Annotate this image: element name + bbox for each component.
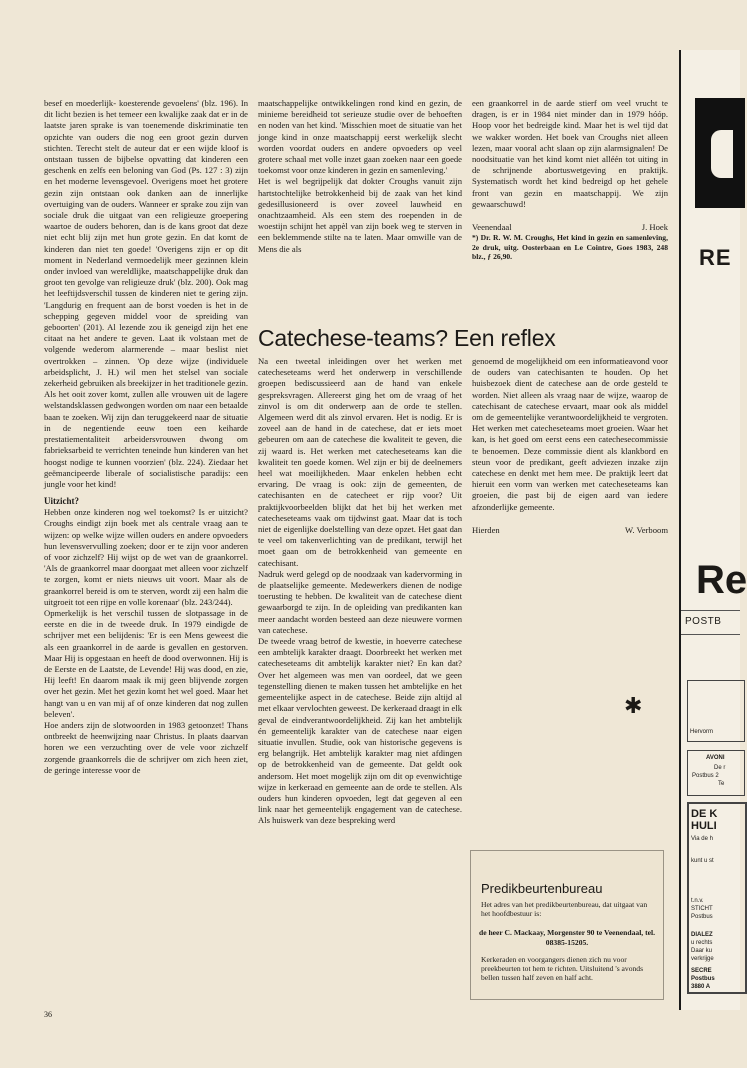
article2-column-2: [472, 356, 668, 616]
signature-author: J. Hoek: [641, 222, 668, 233]
adjacent-heading-re-large: Re: [696, 558, 747, 602]
notice-address: de heer C. Mackaay, Morgenster 90 te Veenendaal, tel. 08385-15205.: [478, 928, 656, 947]
divider: [681, 610, 740, 611]
adjacent-text: Daar ku: [691, 948, 713, 954]
adjacent-text: Hervorm: [690, 729, 714, 735]
asterisk-ornament-icon: ✱: [624, 694, 643, 719]
book-footnote: *) Dr. R. W. M. Croughs, Het kind in gezin en samenleving, 2e druk, uitg. Oosterbaan en Le Cointre, Goes 1983, 248 blz., ƒ 26,90.: [472, 233, 668, 262]
adjacent-text: verkrijge: [691, 956, 714, 962]
article2-headline: Catechese-teams? Een reflex: [258, 325, 556, 351]
adjacent-text: HULI: [691, 820, 717, 832]
adjacent-text: Via de h: [691, 836, 713, 842]
adjacent-text: Postbus 2: [692, 773, 719, 779]
adjacent-text: DIALEZ: [691, 932, 713, 938]
article1-paragraph: een graankorrel in de aarde stierf om veel vrucht te dragen, is er in 1984 niet minder dan in 1979 hóóp. Hoop voor het bedreigde kind. Maar het is wel tijd dat we wakker worden. Het boek van Croughs niet alleen lezen, maar vooral acht slaan op zijn alarmsignalen! De noodsituatie van het kind komt niet alléén tot uiting in de schrijnende abortuswetgeving en praktijk. Systematisch wordt het kind bedreigd op het gehele front van gezin en maatschappij. We zijn gewaarschuwd!: [472, 98, 668, 209]
signature-author: W. Verboom: [625, 524, 668, 535]
adjacent-text: STICHT: [691, 906, 713, 912]
adjacent-card: [687, 680, 745, 742]
adjacent-text: DE K: [691, 808, 718, 820]
article1-column-2: [258, 98, 462, 308]
article2-paragraph: genoemd de mogelijkheid om een informatieavond voor de ouders van catechisanten te houden. Op het huisbezoek dient de catechese aan de orde gesteld te worden. Niet alleen als vraag naar de wijze, waarop de catechisant de catechese ervaart, maar ook als middel om de gemeentelijke verantwoordelijkheid te vergroten. Het werken met catecheseteams moet groeien. Waar het kan, is het goed om eerst eens een catechesecommissie te benoemen. Deze commissie dient als klankbord en steun voor de predikant, geeft adviezen inzake zijn catechese en denkt met hem mee. De praktijk leert dat hieruit een vorm van werken met catecheseteams kan groeien, die past bij de eigen aard van iedere afzonderlijke gemeente.: [472, 356, 668, 512]
adjacent-text: 3880 A: [691, 984, 711, 990]
article2-paragraph: Na een tweetal inleidingen over het werken met catecheseteams werd het onderwerp in verschillende groepen bediscussieerd aan de hand van enkele gespreksvragen. Allereerst ging het om de vraag of het zinvol is om dit onderwerp aan de orde te stellen. Algemeen werd dit als zinvol ervaren. Het is nodig. Er is zoveel aan de hand in de catechese, dat er iets moet gebeuren om aan de catechese die kwaliteit te geven, die zij waard is. Het werken met catecheseteams kan die kwaliteit ten goede komen. Wel zijn er bij de deelnemers heel wat moeilijkheden. Maar enkelen hebben echt ervaring. De vraag is ook: zijn de gemeenten, de catechisanten en de catecheet er rijp voor? Uit praktijkvoorbeelden blijkt dat het bij het werken met catecheseteams vaak om tijdwinst gaat. Maar dat is toch niet de eigenlijke doelstelling van deze opzet. Het gaat dan te veel om takenverlichting van de predikant, terwijl het moet gaan om de betrokkenheid van gemeente en catechisant.: [258, 356, 462, 568]
notice-box: [470, 850, 664, 1000]
adjacent-text: u rechts: [691, 940, 713, 946]
adjacent-text: SECRE: [691, 968, 712, 974]
adjacent-postbus: POSTB: [685, 616, 722, 627]
notice-title: Predikbeurtenbureau: [481, 881, 603, 896]
adjacent-text: De r: [714, 765, 726, 771]
article1-column-3: [472, 98, 668, 318]
adjacent-card: [687, 750, 745, 796]
adjacent-text: kunt u st: [691, 858, 714, 864]
article2-paragraph: De tweede vraag betrof de kwestie, in hoeverre catechese een ambtelijk karakter draagt. Doorbreekt het werken met catecheseteams dit ambtelijk karakter niet? En kan dat? Over het algemeen was men van oordeel, dat we geen tegenstelling dienen te maken tussen het ambtelijke en het gemeentelijke aspect in de catechese. Beide zijn altijd al met elkaar vervlochten geweest. De kerkeraad draagt in elk geval de eindverantwoordelijkheid. Zij kan het ambtelijk én gemeentelijk karakter van de catechese naar eigen situatie invullen. Studie, ook van historische gegevens is erg belangrijk. Het ambtelijk karakter mag niet afdingen op de betrokkenheid van de gemeente. Dat geldt ook andersom. Het moet mogelijk zijn om dit op evenwichtige wijze in kerkeraad en gemeente aan de orde te stellen. Als ouders hun kinderen opvoeden, legt dat gegeven al een link naar het gemeentelijk engagement van de catechese. Als huiswerk van deze bespreking werd: [258, 636, 463, 826]
article2-column-1: [258, 356, 462, 1010]
article1-paragraph: Hebben onze kinderen nog wel toekomst? Is er uitzicht? Croughs eindigt zijn boek met als centrale vraag aan te wijzen: op welke wijze willen ouders en andere opvoeders hun levensvervulling zoeken; door er te zijn voor anderen of voor zichzelf? Hij wijst op de wet van de graankorrel. 'Als de graankorrel maar doorgaat met alleen voor zichzelf te zorgen, komt er niets nieuws uit voort. Maar als de graankorrel bereid is om te sterven, wordt zij een halm die uitgroeit tot een rijpe en volle korenaar' (blz. 243/244).: [44, 507, 248, 607]
article1-paragraph: Het is wel begrijpelijk dat dokter Croughs vanuit zijn hartstochtelijke betrokkenheid bij de zaak van het kind gedesillusioneerd is over zoveel lauwheid en onachtzaamheid. Als een stem des roependen in de woestijn schijnt het appèl van zijn boek weg te sterven in een beklemmende stilte na te laten. Maar omwille van de Mens die als: [258, 176, 462, 254]
article1-paragraph: besef en moederlijk- koesterende gevoelens' (blz. 196). In dit licht bezien is het temeer een kwalijke zaak dat er in de laatste jaren sprake is van toenemende diskriminatie ten opzichte van ouders die nog een groot gezin durven stichten. Terecht stelt de auteur dat er een wijde kloof is ontstaan tussen de bijbelse opvatting dat kinderen een geschenk en zelfs een beloning van God (Ps. 127 : 3) zijn en het moderne levensgevoel. Overigens moet het grotere gezin zijn ontstaan ook danken aan de innerlijke overtuiging van de ouders. Wanneer er sprake zou zijn van sociale druk die uitgaat van een religieuze groepering waartoe de ouders behoren, dan is de kans groot dat deze niet echt blij zijn met hun grote gezin. En dat komt de kinderen dan niet ten goede! 'Overigens zijn er op dit moment in Nederland vermoedelijk meer gezinnen klein onder invloed van wereldlijke, maatschappelijke druk dan groot ten gevolge van religieuze druk' (blz. 200). Ook mag het leeftijdsverschil tussen de kinderen niet te gering zijn. 'Langdurig en frequent aan de borst voeden is het in de schepping gegeven middel voor de spreiding van geboorten' (201). Al lezende zou ik geneigd zijn het ene citaat na het andere te geven. Laat ik volstaan met de volgende wederom alarmerende – maar beslist niet overtrokken – zinnen. 'Op deze wijze (individuele arbeidsplicht, J. H.) wil men het stelsel van sociale zekerheid gebruiken als breekijzer in het traditionele gezin. Als het ooit zover komt, zullen alle vrouwen uit de lagere welstandsklassen gedwongen worden om naar een betaalde baan te zoeken. Wij zijn dan teruggekeerd naar de situatie in de negentiende eeuw toen een keiharde prestatiementaliteit arbeidersvrouwen dwong om fabrieksarbeid te verrichten teneinde hun kinderen van het hoogst nodige te kunnen voorzien' (blz. 224). Ziedaar het geëmancipeerde liberale of socialistische paradijs: een jungle voor het kind!: [44, 98, 248, 489]
adjacent-text: Postbus: [691, 976, 715, 982]
adjacent-heading: [691, 808, 717, 832]
notice-note: Kerkeraden en voorgangers dienen zich nu voor preekbeurten tot hem te richten. Uitsluitend 's avonds bellen tussen half zeven en half acht.: [481, 954, 644, 983]
adjacent-text: Postbus: [691, 914, 713, 920]
adjacent-page-strip: [679, 50, 747, 1010]
signature-place: Hierden: [472, 524, 500, 535]
notice-intro: Het adres van het predikbeurtenbureau, dat uitgaat van het hoofdbestuur is:: [481, 900, 648, 919]
page-number: 36: [44, 1010, 52, 1019]
adjacent-text: t.n.v.: [691, 898, 704, 904]
signature: [472, 525, 668, 536]
signature: [472, 222, 668, 233]
article1-paragraph: Hoe anders zijn de slotwoorden in 1983 getoonzet! Thans ontbreekt de heenwijzing naar Christus. In plaats daarvan horen we een verzuchting over de vele voor zichzelf zorgende graankorrels die de schrijver om zich heen ziet, de geringe interesse voor de: [44, 719, 248, 775]
article1-paragraph: Opmerkelijk is het verschil tussen de slotpassage in de eerste en die in de tweede druk. In 1979 eindigde de schrijver met een belijdenis: 'Er is een Mens geweest die als een graankorrel in de aarde is gevallen en gestorven. Maar Hij is opgestaan en heeft de dood overwonnen. Hij is de Eerste en de Laatste, de Levende! Hij was dood, en zie, Hij leeft! En daarom maak ik mij geen blijvende zorgen over het gezin. Met het gezin komt het wel goed. Maar het hangt van u en van mij af of onze kinderen dat nog zullen beleven'.: [44, 607, 248, 719]
adjacent-text: Te: [718, 781, 725, 787]
signature-place: Veenendaal: [472, 222, 512, 233]
divider: [681, 634, 740, 635]
adjacent-heading-re: RE: [699, 245, 732, 270]
adjacent-text: AVONI: [706, 755, 725, 761]
article1-paragraph: maatschappelijke ontwikkelingen rond kind en gezin, de minieme bereidheid tot serieuze studie over de behoeften en noden van het kind. 'Misschien moet de situatie van het jonge kind in onze maatschappij eerst werkelijk slecht worden voordat ouders en andere opvoeders op veel grotere schaal met volle inzet gaan zoeken naar een goede toekomst voor onze kinderen in gezin en samenleving.': [258, 98, 462, 176]
logo-cutout: [711, 130, 733, 178]
section-heading: Uitzicht?: [44, 496, 79, 507]
article2-paragraph: Nadruk werd gelegd op de noodzaak van kadervorming in de plaatselijke gemeente. Medewerkers dienen de nodige toerusting te hebben. De kwaliteit van de catechese dient gewaarborgd te zijn. In de opleiding van predikanten kan meer aandacht worden besteed aan deze nieuwere vormen van catechese.: [258, 568, 462, 635]
article1-column-1: [44, 98, 248, 1010]
